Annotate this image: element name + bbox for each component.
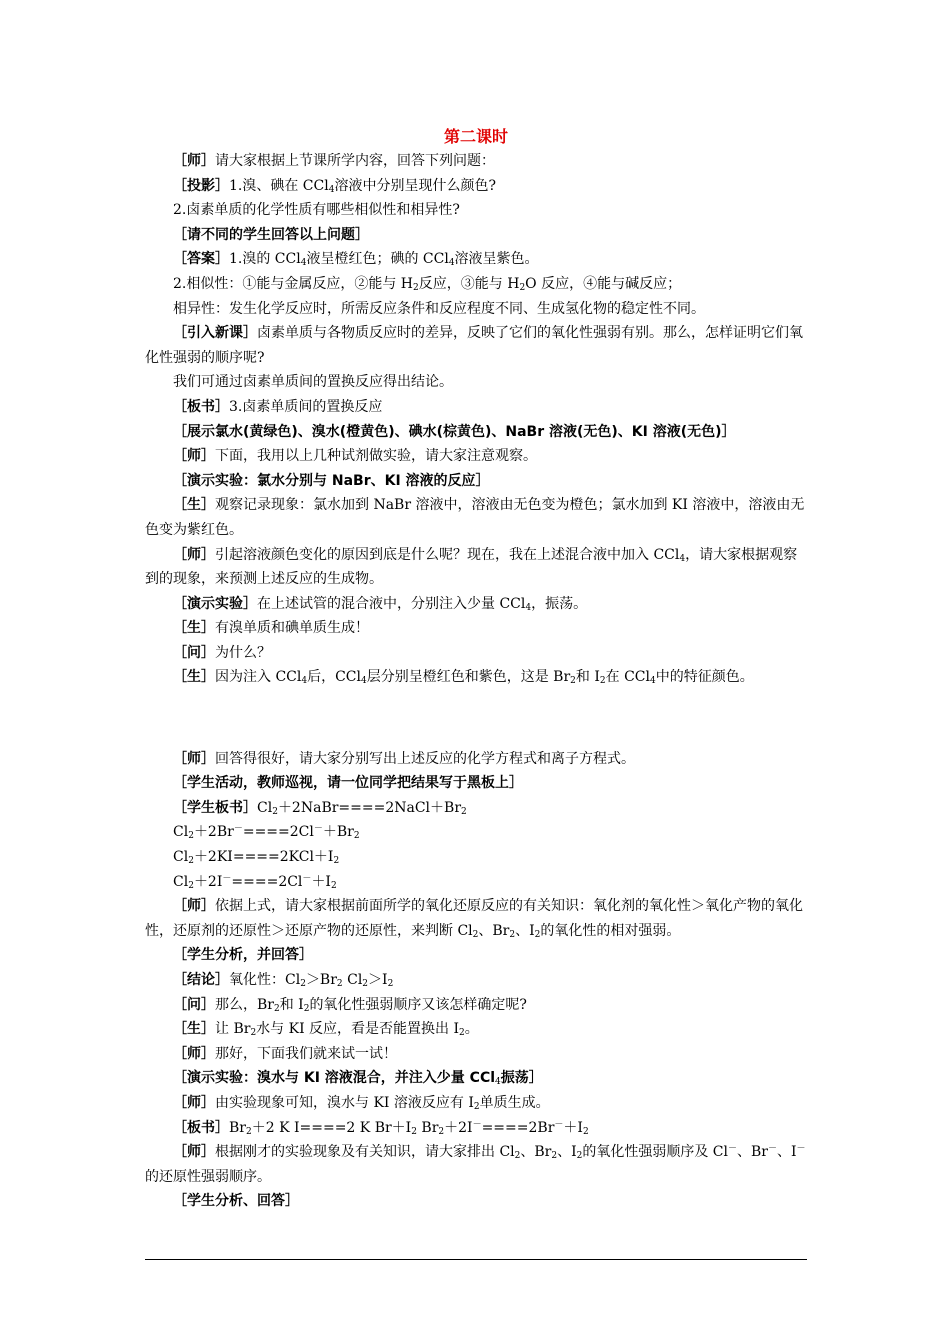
paragraph-text: 2.相似性：①能与金属反应，②能与 H [173,275,414,292]
paragraph-text: Cl [257,799,273,816]
paragraph-text: 回答得很好，请大家分别写出上述反应的化学方程式和离子方程式。 [215,750,635,767]
paragraph-text: 那好，下面我们就来试一试！ [215,1045,397,1062]
paragraph-text: 观察记录现象：氯水加到 NaBr 溶液中，溶液由无色变为橙色；氯水加到 KI 溶液中，溶液由无色变为紫红色。 [145,497,805,538]
speaker-tag: ［演示实验：溴水与 KI 溶液混合，并注入少量 CCl [173,1070,496,1087]
paragraph-text: 依据上式，请大家根据前面所学的氧化还原反应的有关知识：氧化剂的氧化性＞氧化产物的氧化性，还原剂的还原性＞还原产物的还原性，来判断 Cl [145,898,803,939]
speaker-tag: ［生］ [173,620,215,637]
paragraph-text: ＋2NaBr====2NaCl＋Br [277,799,462,816]
paragraph-text: 有溴单质和碘单质生成！ [215,620,369,637]
paragraph-text: 溶液中分别呈现什么颜色? [334,177,496,194]
paragraph-text: 。 [464,1021,479,1038]
paragraph-text: 中的特征颜色。 [655,669,754,686]
paragraph [145,543,807,592]
speaker-tag: ［结论］ [173,972,229,988]
paragraph-text: 2.卤素单质的化学性质有哪些相似性和相异性? [173,202,460,219]
paragraph-text: 和 I [575,669,600,686]
paragraph [145,1091,807,1116]
paragraph [145,592,807,617]
paragraph-text: 让 Br [215,1021,251,1038]
subscript: 2 [245,1126,252,1137]
speaker-tag: ［师］ [173,546,215,563]
paragraph-text: ＋2I [193,873,223,890]
subscript: 2 [336,979,343,989]
subscript: 4 [448,258,455,269]
paragraph-text: 根据刚才的实验现象及有关知识，请大家排出 Cl [215,1144,515,1161]
paragraph [145,444,807,469]
paragraph [145,870,807,895]
paragraph [145,420,807,445]
paragraph [145,493,807,542]
subscript: 2 [519,282,526,293]
superscript: － [796,1144,806,1155]
superscript: － [728,1144,738,1155]
paragraph [145,321,807,370]
speaker-tag: ［生］ [173,497,215,514]
paragraph-text: ====2Cl [231,873,303,890]
paragraph-text: 液呈橙红色；碘的 CCl [306,251,449,268]
paragraph [145,796,807,821]
subscript: 2 [362,979,369,989]
speaker-tag: ［板书］ [173,1119,229,1136]
paragraph-text: 、I [515,922,535,939]
paragraph [145,395,807,420]
paragraph [145,993,807,1018]
paragraph-text: 3.卤素单质间的置换反应 [229,398,383,415]
speaker-tag: 振荡］ [500,1070,543,1087]
speaker-tag: ［展示氯水(黄绿色)、溴水(橙黄色)、碘水(棕黄色)、NaBr 溶液(无色)、KI 溶液(无色)］ [173,423,736,440]
subscript: 2 [250,1028,257,1039]
subscript: 2 [330,880,337,891]
paragraph-text: 、Br [478,922,510,939]
paragraph-text: 请大家根据上节课所学内容，回答下列问题： [215,153,495,169]
subscript: 2 [303,1003,310,1014]
paragraph-text: 卤素单质与各物质反应时的差异，反映了它们的氧化性强弱有别。那么，怎样证明它们氧化性强弱的顺序呢? [145,325,803,366]
document-page [145,124,807,1214]
paragraph-text: 相异性：发生化学反应时，所需反应条件和反应程度不同、生成氢化物的稳定性不同。 [173,300,705,317]
paragraph-text: Cl [173,873,189,890]
superscript: － [472,1119,482,1130]
subscript: 2 [459,1028,465,1039]
paragraph [145,174,807,199]
speaker-tag: ［投影］ [173,177,229,194]
paragraph [145,272,807,297]
speaker-tag: ［师］ [173,1144,215,1161]
speaker-tag: ［问］ [173,644,215,661]
subscript: 2 [473,1101,480,1112]
paragraph [145,1140,807,1189]
subscript: 4 [649,676,656,687]
paragraph [145,1116,807,1141]
paragraph-text: Cl [342,972,363,988]
subscript: 2 [438,1126,445,1137]
subscript: 4 [679,553,686,564]
subscript: 2 [461,806,467,817]
paragraph-text: ＋I [311,873,331,890]
paragraph-text: 和 I [279,996,304,1013]
paragraph-text: 那么，Br [215,996,274,1013]
speaker-tag: ［请不同的学生回答以上问题］ [173,226,369,243]
subscript: 2 [300,979,306,989]
speaker-tag: ［师］ [173,448,215,465]
speaker-tag: ［师］ [173,153,215,169]
paragraph-text: 我们可通过卤素单质间的置换反应得出结论。 [173,374,453,391]
paragraph-text: Br [416,1119,439,1136]
paragraph [145,149,807,174]
paragraph-text: 氧化性：Cl [229,972,301,988]
subscript: 4 [525,602,532,613]
subscript: 2 [188,880,194,891]
speaker-tag: ［学生分析、回答］ [173,1193,299,1210]
paragraph-text: ，请大家根据观察到的现象，来预测上述反应的生成物。 [145,546,798,588]
paragraph [145,247,807,272]
bottom-rule [145,1259,807,1260]
paragraph-text: ====2Br [481,1119,555,1136]
page-title: 第二课时 [443,127,508,146]
paragraph-text: Cl [173,849,189,866]
superscript: － [313,824,323,835]
paragraph-text: 层分别呈橙红色和紫色，这是 Br [366,669,571,686]
paragraph [145,223,807,248]
paragraph [145,469,807,494]
subscript: 2 [509,929,516,940]
paragraph [145,894,807,943]
superscript: － [302,873,312,884]
speaker-tag: ［师］ [173,1045,215,1062]
paragraph-text: 1.溴的 CCl [229,251,301,268]
paragraph-text: 溶液呈紫色。 [454,251,539,268]
subscript: 2 [411,1126,417,1137]
paragraph-text: 为什么？ [215,644,271,661]
paragraph-text: ，振荡。 [531,595,588,612]
paragraph [145,641,807,666]
superscript: － [768,1144,778,1155]
paragraph-text: ＋2I [444,1119,473,1136]
paragraph [145,1066,807,1091]
speaker-tag: ［学生活动，教师巡视，请一位同学把结果写于黑板上］ [173,775,523,792]
speaker-tag: ［问］ [173,996,215,1013]
paragraph-text: ＋2 K I====2 K Br＋I [251,1119,412,1136]
speaker-tag: ［演示实验］ [173,595,257,612]
paragraph-text: 1.溴、碘在 CCl [229,177,329,194]
paragraph [145,1017,807,1042]
speaker-tag: ［生］ [173,669,215,686]
subscript: 2 [534,929,541,940]
paragraph-text: ＋Br [322,824,354,841]
speaker-tag: ［师］ [173,750,215,767]
paragraph [145,820,807,845]
paragraph [145,665,807,690]
paragraph-text: 在 CCl [605,669,650,686]
paragraph-text: 、Br [520,1144,552,1161]
subscript: 2 [576,1151,583,1162]
paragraph-text: 在上述试管的混合液中，分别注入少量 CCl [257,595,526,612]
speaker-tag: ［师］ [173,1094,215,1111]
paragraph [145,616,807,641]
paragraph [145,747,807,772]
subscript: 2 [333,856,340,867]
paragraph-text: O 反应，④能与碱反应； [525,275,682,292]
superscript: － [554,1119,564,1130]
speaker-tag: ［师］ [173,898,215,915]
subscript: 2 [582,1126,589,1137]
paragraph-text: ＋I [563,1119,583,1136]
paragraph [145,370,807,395]
subscript: 2 [570,676,576,687]
paragraph-text: 由实验现象可知，溴水与 KI 溶液反应有 I [215,1094,474,1111]
subscript: 2 [599,676,606,687]
paragraph-text: ＞Br [305,972,337,988]
subscript: 2 [472,929,479,940]
blank-line [145,706,807,731]
paragraph-text: 因为注入 CCl [215,669,302,686]
paragraph-text: 的氧化性的相对强弱。 [540,922,681,939]
paragraph-text: ====2Cl [242,824,314,841]
paragraph-text: ＞I [368,972,388,988]
subscript: 2 [514,1151,521,1162]
paragraph-text: 反应，③能与 H [418,275,520,292]
paragraph-text: ＋2KI====2KCl＋I [193,849,334,866]
paragraph-text: 的还原性强弱顺序。 [145,1168,271,1185]
subscript: 4 [301,676,308,687]
paragraph-text: 、I [777,1144,797,1161]
paragraph-text: 的氧化性强弱顺序及 Cl [582,1144,728,1161]
subscript: 4 [361,676,367,687]
paragraph [145,771,807,796]
document-body [145,149,807,1214]
paragraph-text: 的氧化性强弱顺序又该怎样确定呢? [309,996,527,1013]
paragraph-text: 水与 KI 反应，看是否能置换出 I [256,1021,460,1038]
subscript: 2 [413,282,419,293]
subscript: 4 [328,184,335,195]
speaker-tag: ［生］ [173,1021,215,1038]
speaker-tag: ［答案］ [173,251,229,268]
subscript: 4 [495,1077,501,1088]
speaker-tag: ［学生板书］ [173,799,257,816]
subscript: 2 [551,1151,558,1162]
subscript: 2 [272,806,278,817]
speaker-tag: ［演示实验：氯水分别与 NaBr、KI 溶液的反应］ [173,472,490,489]
superscript: － [222,873,232,884]
paragraph-text: 引起溶液颜色变化的原因到底是什么呢？现在，我在上述混合液中加入 CCl [215,546,680,563]
paragraph-text: ＋2Br [193,824,234,841]
superscript: － [233,824,243,835]
paragraph-text: 、I [557,1144,577,1161]
paragraph-text: 、Br [737,1144,768,1161]
speaker-tag: ［学生分析，并回答］ [173,947,313,964]
paragraph [145,968,807,993]
paragraph [145,943,807,968]
subscript: 2 [387,979,394,989]
paragraph-text: 下面，我用以上几种试剂做实验，请大家注意观察。 [215,448,537,465]
subscript: 2 [188,831,194,842]
paragraph [145,1189,807,1214]
subscript: 2 [188,856,194,867]
paragraph [145,297,807,322]
subscript: 2 [353,831,360,842]
paragraph [145,198,807,223]
speaker-tag: ［板书］ [173,398,229,415]
paragraph-text: 单质生成。 [479,1094,550,1111]
paragraph-text: Cl [173,824,189,841]
subscript: 2 [273,1003,280,1014]
paragraph [145,845,807,870]
paragraph-text: Br [229,1119,246,1136]
speaker-tag: ［引入新课］ [173,325,257,342]
subscript: 4 [300,258,307,269]
paragraph-text: 后，CCl [307,669,361,686]
paragraph [145,1042,807,1067]
